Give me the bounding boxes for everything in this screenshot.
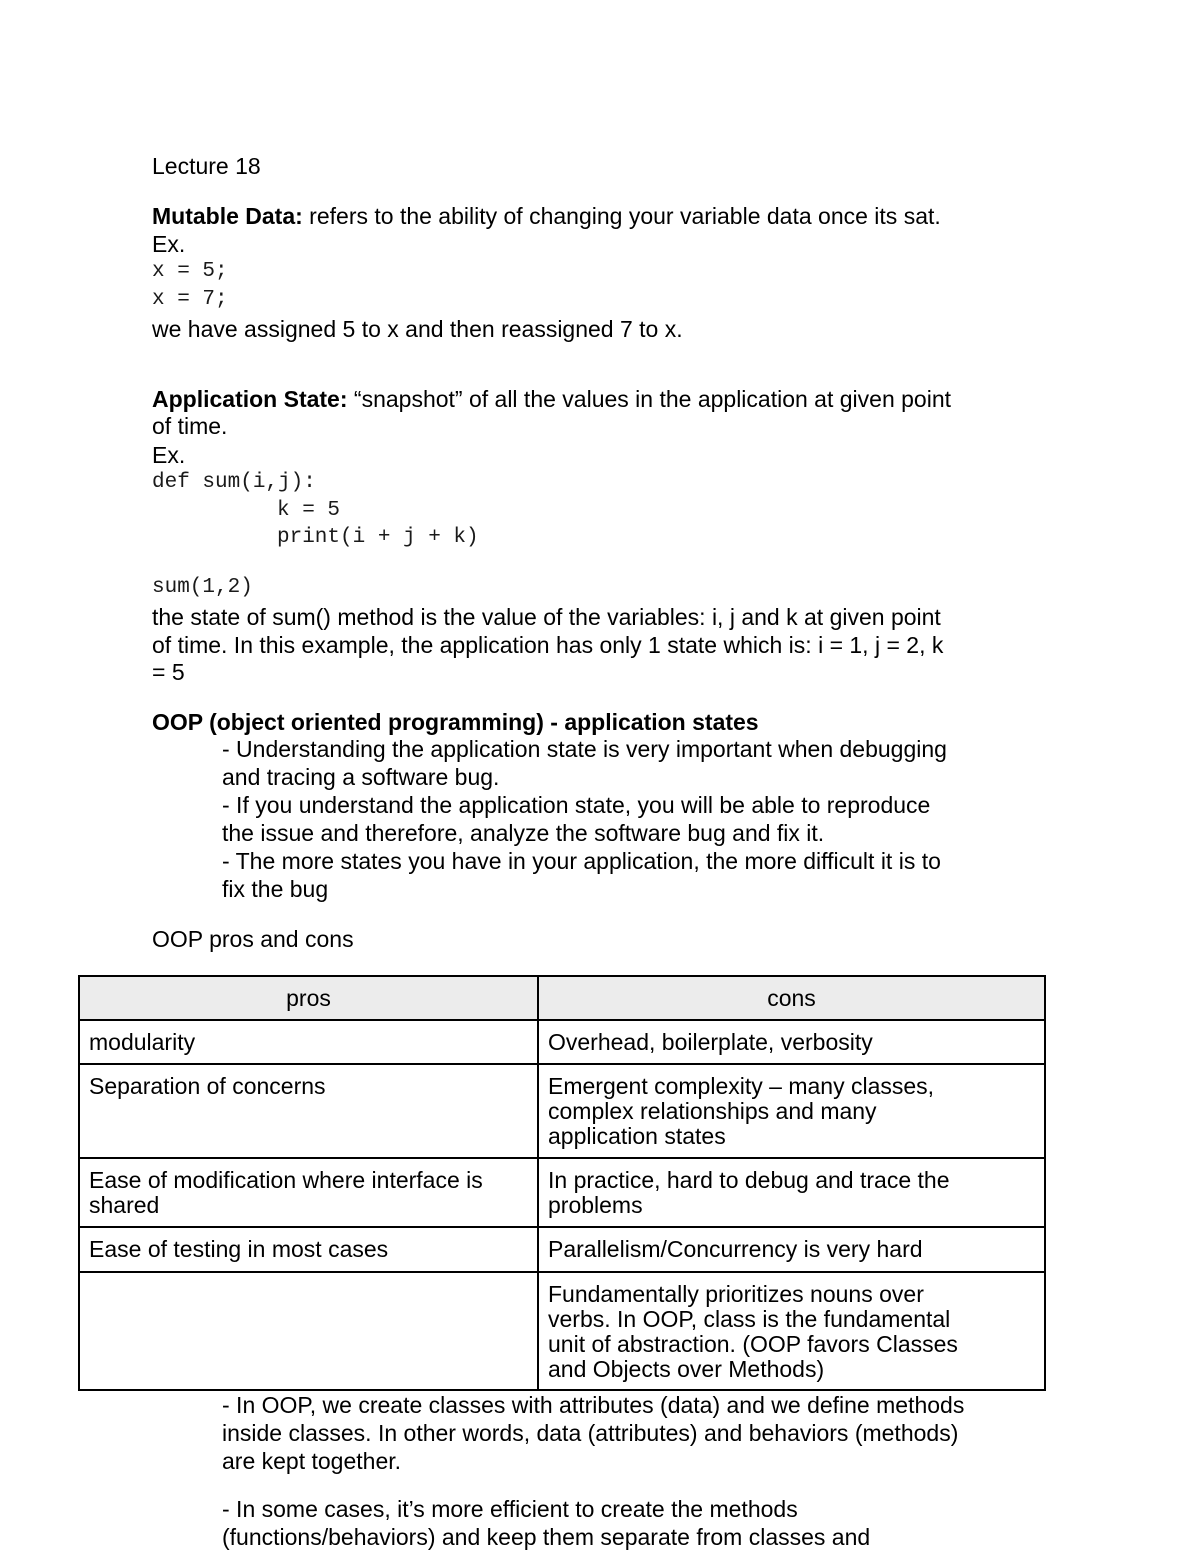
- cell-line: Fundamentally prioritizes nouns over: [548, 1281, 924, 1307]
- cell-line: Ease of testing in most cases: [89, 1236, 389, 1262]
- cell-line: Separation of concerns: [89, 1073, 326, 1099]
- oop-bullet-line: and tracing a software bug.: [222, 764, 500, 790]
- table-row: [79, 1227, 1045, 1272]
- after-table-line: are kept together.: [222, 1448, 402, 1474]
- app-state-definition-text: “snapshot” of all the values in the application at given point: [347, 386, 952, 412]
- app-state-code-line: k = 5: [277, 499, 341, 522]
- after-table-line: (functions/behaviors) and keep them separate from classes and: [222, 1524, 871, 1550]
- app-state-code-line: def sum(i,j):: [152, 471, 316, 494]
- pros-cons-table: [78, 975, 1046, 1391]
- oop-heading: OOP (object oriented programming) - application states: [152, 709, 759, 735]
- mutable-heading: Mutable Data:: [152, 203, 303, 229]
- after-table-line: inside classes. In other words, data (attributes) and behaviors (methods): [222, 1420, 959, 1446]
- cons-header: cons: [538, 976, 1045, 1020]
- oop-bullet-line: the issue and therefore, analyze the software bug and fix it.: [222, 820, 825, 846]
- mutable-definition-text: refers to the ability of changing your variable data once its sat.: [302, 203, 941, 229]
- cons-cell: [538, 1064, 1045, 1158]
- cons-cell: [538, 1158, 1045, 1227]
- cell-line: Parallelism/Concurrency is very hard: [548, 1236, 923, 1262]
- mutable-code-line: x = 7;: [152, 288, 228, 311]
- cell-line: Overhead, boilerplate, verbosity: [548, 1029, 873, 1055]
- pros-cell: [79, 1064, 538, 1158]
- pros-cell: [79, 1158, 538, 1227]
- mutable-explanation: we have assigned 5 to x and then reassigned 7 to x.: [152, 316, 683, 342]
- cell-line: shared: [89, 1192, 160, 1218]
- after-table-line: - In some cases, it’s more efficient to create the methods: [222, 1496, 798, 1522]
- pros-cell: [79, 1020, 538, 1064]
- app-state-heading: Application State:: [152, 386, 348, 412]
- oop-bullet-line: - The more states you have in your application, the more difficult it is to: [222, 848, 941, 874]
- cell-line: Emergent complexity – many classes,: [548, 1073, 935, 1099]
- mutable-code-line: x = 5;: [152, 260, 228, 283]
- cell-line: and Objects over Methods): [548, 1356, 825, 1382]
- cons-cell: [538, 1272, 1045, 1390]
- oop-bullet-line: - If you understand the application state, you will be able to reproduce: [222, 792, 931, 818]
- cons-cell: [538, 1227, 1045, 1272]
- app-state-explanation-line: = 5: [152, 659, 185, 685]
- pros-header: pros: [79, 976, 538, 1020]
- table-row: [79, 1064, 1045, 1158]
- table-row: [79, 1158, 1045, 1227]
- page-title: Lecture 18: [152, 153, 261, 179]
- oop-bullet-line: - Understanding the application state is very important when debugging: [222, 736, 947, 762]
- app-state-definition: [152, 385, 951, 413]
- app-state-code-line: print(i + j + k): [277, 526, 479, 549]
- after-table-line: - In OOP, we create classes with attributes (data) and we define methods: [222, 1392, 965, 1418]
- mutable-definition: [152, 202, 941, 230]
- pros-cell: [79, 1227, 538, 1272]
- app-state-definition-cont: of time.: [152, 413, 228, 439]
- cell-line: problems: [548, 1192, 643, 1218]
- pros-cell: [79, 1272, 538, 1390]
- cons-cell: [538, 1020, 1045, 1064]
- cell-line: unit of abstraction. (OOP favors Classes: [548, 1331, 958, 1357]
- cell-line: In practice, hard to debug and trace the: [548, 1167, 950, 1193]
- cell-line: verbs. In OOP, class is the fundamental: [548, 1306, 951, 1332]
- app-state-code-line: sum(1,2): [152, 576, 253, 599]
- mutable-ex-label: Ex.: [152, 231, 186, 257]
- cell-line: complex relationships and many: [548, 1098, 877, 1124]
- pros-cons-title: OOP pros and cons: [152, 926, 354, 952]
- app-state-explanation-line: of time. In this example, the application has only 1 state which is: i = 1, j = 2, k: [152, 632, 944, 658]
- cell-line: Ease of modification where interface is: [89, 1167, 483, 1193]
- table-row: [79, 1272, 1045, 1390]
- table-row: [79, 1020, 1045, 1064]
- app-state-explanation-line: the state of sum() method is the value of the variables: i, j and k at given point: [152, 604, 941, 630]
- cell-line: modularity: [89, 1029, 196, 1055]
- table-header-row: [79, 976, 1045, 1020]
- cell-line: application states: [548, 1123, 726, 1149]
- app-state-ex-label: Ex.: [152, 442, 186, 468]
- oop-bullet-line: fix the bug: [222, 876, 329, 902]
